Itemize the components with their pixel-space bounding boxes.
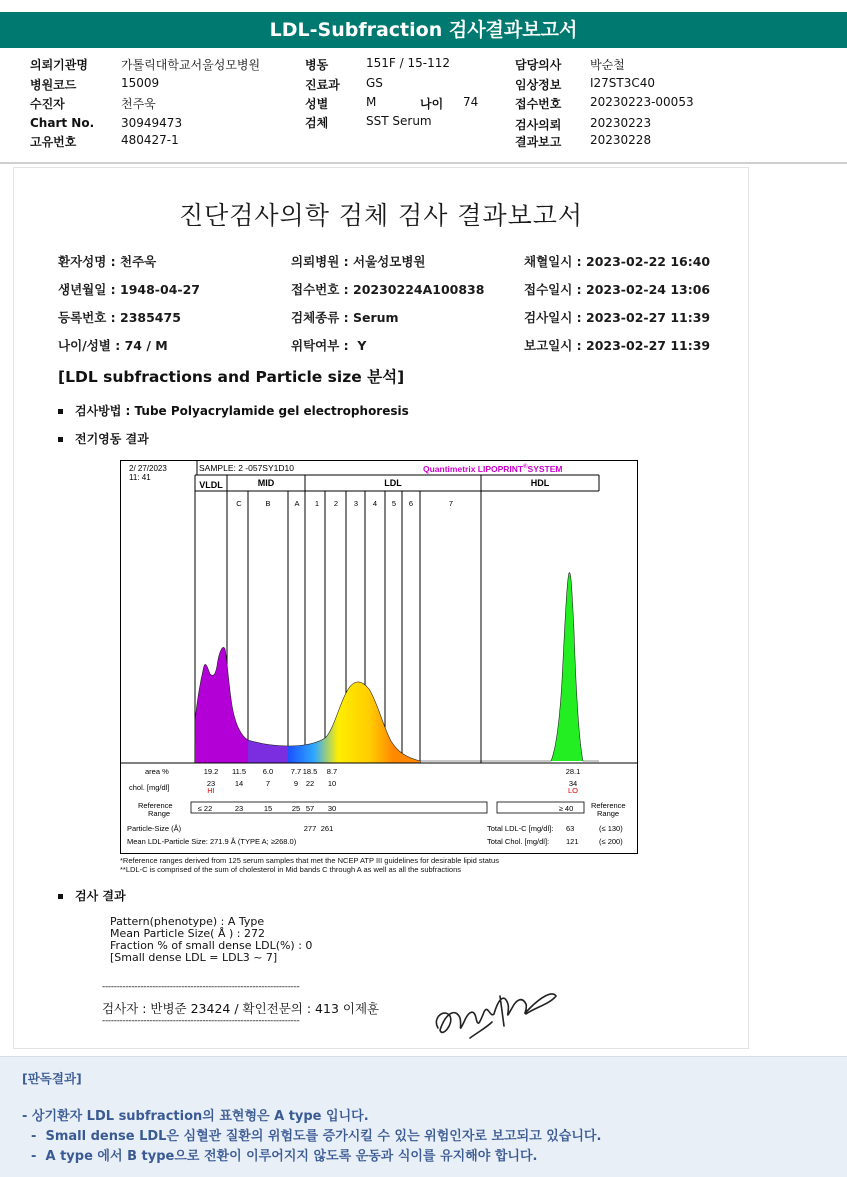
chart-time: 11: 41 <box>129 473 151 482</box>
signature-stroke <box>436 994 556 1038</box>
header-label: 담당의사 <box>515 58 562 72</box>
header-label: 임상정보 <box>515 78 562 92</box>
area-value: 6.0 <box>262 767 274 776</box>
total-ldl-ref: (≤ 130) <box>599 824 623 833</box>
chol-value: 10 <box>327 779 337 788</box>
header-value: 15009 <box>121 76 160 90</box>
patient-field: 보고일시 : 2023-02-27 11:39 <box>524 338 711 353</box>
bullet-icon <box>58 894 63 899</box>
patient-field: 생년월일 : 1948-04-27 <box>58 282 200 297</box>
particle-size-value: 261 <box>320 824 334 833</box>
area-value: 7.7 <box>290 767 302 776</box>
header-value: 151F / 15-112 <box>366 56 450 70</box>
trace-hdl <box>551 573 583 761</box>
row-label-mean: Mean LDL-Particle Size: 271.9 Å (TYPE A; ≥268.0) <box>127 837 297 846</box>
result-block <box>110 916 312 964</box>
result-line: Mean Particle Size( Å ) : 272 <box>110 927 265 940</box>
header-value: 가톨릭대학교서울성모병원 <box>121 58 261 72</box>
total-chol-value: 121 <box>566 837 579 846</box>
header-value: 천주욱 <box>121 97 156 111</box>
chol-value: 22 <box>305 779 315 788</box>
band-label: 7 <box>448 499 454 508</box>
patient-field: 검체종류 : Serum <box>291 310 399 325</box>
electro-heading: 전기영동 결과 <box>58 430 149 447</box>
bullet-icon <box>58 409 63 414</box>
area-value: 8.7 <box>326 767 338 776</box>
area-value: 19.2 <box>203 767 219 776</box>
area-value: 11.5 <box>231 767 247 776</box>
group-label-vldl: VLDL <box>199 480 223 490</box>
header-value: 박순철 <box>590 58 625 72</box>
chart-brand: Quantimetrix LIPOPRINT®SYSTEM <box>423 464 563 474</box>
header-label: 나이 <box>420 97 444 111</box>
patient-field: 위탁여부 : Y <box>291 338 367 353</box>
header-divider <box>0 162 847 164</box>
chart-sample: SAMPLE: 2 -057SY1D10 <box>199 463 294 473</box>
header-value: 20230228 <box>590 133 652 147</box>
header-label: 진료과 <box>305 78 340 92</box>
ref-value: 15 <box>263 804 273 813</box>
band-label: B <box>265 499 271 508</box>
hdl-chol-value: 34 <box>568 779 578 788</box>
chart-date: 2/ 27/2023 <box>129 464 167 473</box>
group-label-hdl: HDL <box>530 478 550 488</box>
band-label: 6 <box>408 499 414 508</box>
trace-outline <box>195 573 599 761</box>
patient-field: 환자성명 : 천주욱 <box>58 254 157 269</box>
report-panel <box>14 168 748 1048</box>
result-line: [Small dense LDL = LDL3 ~ 7] <box>110 951 278 964</box>
patient-field: 채혈일시 : 2023-02-22 16:40 <box>524 254 711 269</box>
chol-value: 9 <box>293 779 299 788</box>
header-value: 30949473 <box>121 116 183 130</box>
interpretation-heading: [판독결과] <box>22 1071 82 1086</box>
header-value: SST Serum <box>366 114 432 128</box>
patient-field: 등록번호 : 2385475 <box>58 310 181 325</box>
patient-field: 접수일시 : 2023-02-24 13:06 <box>524 282 711 297</box>
header-value: M <box>366 95 377 109</box>
header-value: 74 <box>463 95 479 109</box>
method-line: 검사방법 : Tube Polyacrylamide gel electrophoresis <box>58 402 409 419</box>
row-label-chol: chol. [mg/dl] <box>129 783 170 792</box>
interpretation-line: - 상기환자 LDL subfraction의 표현형은 A type 입니다. <box>22 1109 369 1124</box>
band-label: C <box>236 499 242 508</box>
ref-value: 25 <box>291 804 301 813</box>
result-heading: 검사 결과 <box>58 887 126 904</box>
row-label-ref: Reference Range <box>138 801 173 818</box>
signature-rule-bottom: ------------------------------------------------------------------- <box>102 1016 300 1026</box>
hdl-area-value: 28.1 <box>565 767 581 776</box>
group-label-mid: MID <box>257 478 275 488</box>
group-label-ldl: LDL <box>384 478 402 488</box>
report-header-title: LDL-Subfraction 검사결과보고서 <box>0 12 847 48</box>
band-label: 4 <box>372 499 378 508</box>
footnote: **LDL-C is comprised of the sum of cholesterol in Mid bands C through A as well as all the subfractions <box>120 865 462 874</box>
header-value: 20230223-00053 <box>590 95 694 109</box>
result-line: Pattern(phenotype) : A Type <box>110 915 265 928</box>
row-label-ref-right: Reference Range <box>591 801 626 818</box>
patient-field: 접수번호 : 20230224A100838 <box>291 282 485 297</box>
chol-value: 14 <box>234 779 244 788</box>
total-chol-label: Total Chol. [mg/dl]: <box>487 837 550 846</box>
ref-value: 30 <box>327 804 337 813</box>
header-label: 병동 <box>305 58 329 72</box>
bullet-icon <box>58 437 63 442</box>
header-value: 480427-1 <box>121 133 179 147</box>
band-label: 1 <box>314 499 320 508</box>
handwritten-signature <box>430 978 560 1048</box>
header-label: 접수번호 <box>515 97 562 111</box>
header-label: Chart No. <box>30 116 95 130</box>
row-label-area: area % <box>145 767 169 776</box>
interpretation-line: - Small dense LDL은 심혈관 질환의 위험도를 증가시킬 수 있는 위험인자로 보고되고 있습니다. <box>22 1129 602 1144</box>
trace-ldl <box>288 682 420 763</box>
ref-value: ≤ 22 <box>197 804 213 813</box>
area-value: 18.5 <box>302 767 318 776</box>
signature-rule-top: ------------------------------------------------------------------- <box>102 982 300 992</box>
hdl-flag-lo: LO <box>567 786 579 795</box>
row-label-particle: Particle-Size (Å) <box>127 824 182 833</box>
header-value: I27ST3C40 <box>590 76 656 90</box>
header-label: 성별 <box>305 97 329 111</box>
patient-field: 검사일시 : 2023-02-27 11:39 <box>524 310 711 325</box>
interpretation-line: - A type 에서 B type으로 전환이 이루어지지 않도록 운동과 식이를 유지해야 합니다. <box>22 1149 538 1164</box>
section-title: [LDL subfractions and Particle size 분석] <box>58 368 405 386</box>
footnote: *Reference ranges derived from 125 serum samples that met the NCEP ATP III guidelines for desirable lipid status <box>120 856 499 865</box>
header-label: 검사의뢰 <box>515 118 562 132</box>
ref-value: 57 <box>305 804 315 813</box>
total-ldl-label: Total LDL-C [mg/dl]: <box>487 824 554 833</box>
header-label: 결과보고 <box>515 135 562 149</box>
particle-size-value: 277 <box>303 824 317 833</box>
chol-value: 23 <box>206 779 216 788</box>
signature-line: 검사자 : 반병준 23424 / 확인전문의 : 413 이제훈 <box>102 1001 380 1016</box>
chol-flag-hi: HI <box>207 786 215 795</box>
hdl-ref-value: ≥ 40 <box>558 804 574 813</box>
ref-value: 23 <box>234 804 244 813</box>
patient-field: 나이/성별 : 74 / M <box>58 338 168 353</box>
total-ldl-value: 63 <box>566 824 575 833</box>
band-label: A <box>294 499 300 508</box>
header-value: 20230223 <box>590 116 652 130</box>
report-title: 진단검사의학 검체 검사 결과보고서 <box>178 201 584 230</box>
band-label: 5 <box>391 499 397 508</box>
header-label: 병원코드 <box>30 78 77 92</box>
band-label: 3 <box>353 499 359 508</box>
band-label: 2 <box>333 499 339 508</box>
header-value: GS <box>366 76 383 90</box>
chol-value: 7 <box>265 779 271 788</box>
patient-field: 의뢰병원 : 서울성모병원 <box>291 254 426 269</box>
header-label: 수진자 <box>30 97 65 111</box>
chart-svg <box>121 461 637 853</box>
header-label: 의뢰기관명 <box>30 58 88 72</box>
trace-mid-c <box>248 740 288 763</box>
result-line: Fraction % of small dense LDL(%) : 0 <box>110 939 313 952</box>
total-chol-ref: (≤ 200) <box>599 837 623 846</box>
trace-vldl <box>195 647 248 763</box>
interpretation-panel <box>0 1056 847 1177</box>
electrophoresis-chart <box>120 460 638 854</box>
header-label: 검체 <box>305 116 329 130</box>
header-label: 고유번호 <box>30 135 77 149</box>
